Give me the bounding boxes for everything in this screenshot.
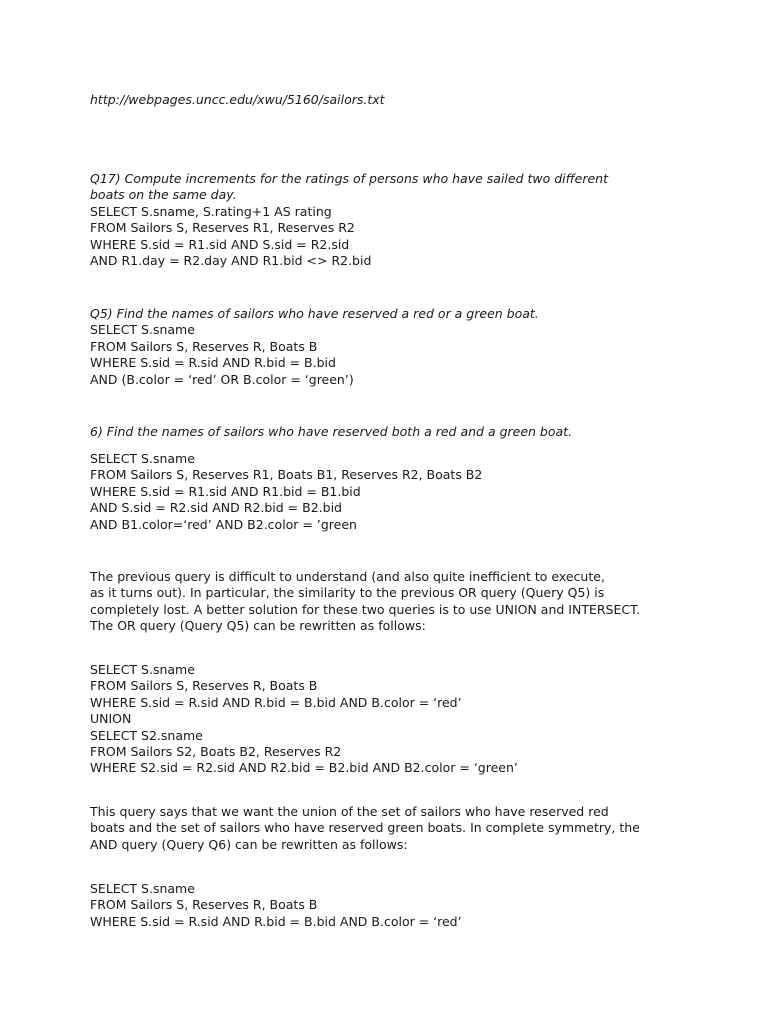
q6-sql-line: SELECT S.sname	[90, 451, 195, 466]
union-sql-line: FROM Sailors S, Reserves R, Boats B	[90, 678, 318, 694]
q6-sql-line: AND B1.color=‘red’ AND B2.color = ’green	[90, 516, 357, 532]
q17-section	[90, 171, 710, 269]
paragraph-line: The previous query is difficult to understand (and also quite inefficient to execute,	[90, 569, 605, 584]
intersect-sql	[90, 881, 710, 930]
intersect-sql-line: WHERE S.sid = R.sid AND R.bid = B.bid AND B.color = ‘red’	[90, 913, 462, 929]
paragraph-line: as it turns out). In particular, the similarity to the previous OR query (Query Q5) is	[90, 585, 605, 601]
q6-sql-line: WHERE S.sid = R1.sid AND R1.bid = B1.bid	[90, 483, 361, 499]
intersect-sql-line: SELECT S.sname	[90, 881, 195, 896]
q6-section	[90, 424, 710, 440]
q17-question-line: Q17) Compute increments for the ratings of persons who have sailed two different	[90, 171, 609, 186]
union-sql-line: SELECT S.sname	[90, 662, 195, 677]
union-sql-line: UNION	[90, 711, 132, 727]
q5-sql-line: SELECT S.sname	[90, 322, 195, 338]
q6-question: 6) Find the names of sailors who have reserved both a red and a green boat.	[90, 424, 573, 439]
q5-sql-line: WHERE S.sid = R.sid AND R.bid = B.bid	[90, 355, 336, 371]
q17-sql-line: AND R1.day = R2.day AND R1.bid <> R2.bid	[90, 252, 372, 268]
intersect-sql-line: FROM Sailors S, Reserves R, Boats B	[90, 897, 318, 913]
paragraph-line: The OR query (Query Q5) can be rewritten as follows:	[90, 618, 426, 634]
source-url-text: http://webpages.uncc.edu/xwu/5160/sailors.txt	[90, 92, 385, 107]
q6-sql-line: AND S.sid = R2.sid AND R2.bid = B2.bid	[90, 500, 342, 516]
source-url	[90, 92, 710, 108]
q5-sql-line: AND (B.color = ‘red’ OR B.color = ‘green’)	[90, 371, 354, 387]
q17-sql-line: WHERE S.sid = R1.sid AND S.sid = R2.sid	[90, 236, 350, 252]
paragraph-line: AND query (Query Q6) can be rewritten as follows:	[90, 836, 408, 852]
q17-sql-line: SELECT S.sname, S.rating+1 AS rating	[90, 203, 332, 219]
paragraph-line: This query says that we want the union of the set of sailors who have reserved red	[90, 804, 609, 819]
paragraph-union-intro	[90, 569, 710, 635]
union-sql-line: WHERE S.sid = R.sid AND R.bid = B.bid AND B.color = ‘red’	[90, 694, 462, 710]
q17-question-line: boats on the same day.	[90, 187, 237, 203]
paragraph-intersect-intro	[90, 804, 710, 853]
union-sql-line: FROM Sailors S2, Boats B2, Reserves R2	[90, 743, 342, 759]
q6-sql-line: FROM Sailors S, Reserves R1, Boats B1, Reserves R2, Boats B2	[90, 467, 483, 483]
q5-section	[90, 306, 710, 388]
union-sql	[90, 662, 710, 777]
q6-sql	[90, 451, 710, 533]
union-sql-line: WHERE S2.sid = R2.sid AND R2.bid = B2.bid AND B2.color = ‘green’	[90, 760, 518, 776]
paragraph-line: boats and the set of sailors who have reserved green boats. In complete symmetry, the	[90, 820, 640, 836]
q5-question: Q5) Find the names of sailors who have reserved a red or a green boat.	[90, 306, 539, 321]
q5-sql-line: FROM Sailors S, Reserves R, Boats B	[90, 338, 318, 354]
union-sql-line: SELECT S2.sname	[90, 727, 203, 743]
paragraph-line: completely lost. A better solution for these two queries is to use UNION and INTERSECT.	[90, 601, 641, 617]
q17-sql-line: FROM Sailors S, Reserves R1, Reserves R2	[90, 220, 355, 236]
